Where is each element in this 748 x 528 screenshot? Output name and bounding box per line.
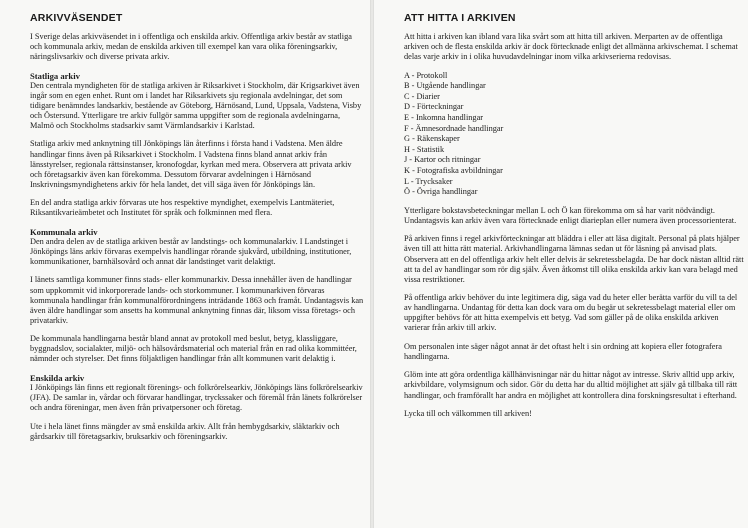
statliga-paragraph-2: Statliga arkiv med anknytning till Jönköpings län återfinns i första hand i Vadstena. Men äldre handlingar finns även på Riksarkivet i Stockholm. I Vadstena finns bland annat arkiv från länsstyrelser, regionala rättsinstanser, kronofogdar, kyrkan med mera. Observera att privata arkiv och företagsarkiv även kan förekomma. Dessutom förvarar avdelningen i Härnösand Inskrivningsmyndighetens arkiv för hela landet, det vill säga även för Jönköpings län.	[30, 139, 352, 189]
closing-line: Lycka till och välkommen till arkiven!	[404, 409, 532, 419]
right-page	[374, 0, 748, 528]
list-item: K - Fotografiska avbildningar	[404, 166, 503, 176]
statliga-heading: Statliga arkiv	[30, 70, 80, 81]
list-item: F - Ämnesordnade handlingar	[404, 123, 504, 133]
right-paragraph-4: Om personalen inte säger något annat är det oftast helt i sin ordning att kopiera eller fotografera handlingarna.	[404, 341, 722, 361]
right-paragraph-5: Glöm inte att göra ordentliga källhänvisningar när du hittar något av intresse. Skriv alltid upp arkiv, arkivbildare, volymsignum och sidor. Gör du detta har du alltid möjlighet att själv gå tillbaka till rätt handlingar, och framförallt har andra en möjlighet att kontrollera dina forskningsresultat i efterhand.	[404, 370, 738, 400]
right-column	[404, 10, 744, 419]
list-item: J - Kartor och ritningar	[404, 155, 481, 165]
statliga-paragraph-1: Den centrala myndigheten för de statliga arkiven är Riksarkivet i Stockholm, där Krigsarkivet även ingår som en egen enhet. Runt om i landet har Riksarkivets sju regionala avdelningar, det som tidigare benämndes landsarkiv, bestående av Göteborg, Härnösand, Lund, Uppsala, Vadstena, Visby och Östersund. Ytterligare tre arkiv fullgör samma uppgifter som de regionala avdelningarna, Malmö och Stockholms stadsarkiv samt Värmlandsarkiv i Karlstad.	[30, 80, 362, 130]
right-paragraph-2: På arkiven finns i regel arkivförteckningar att bläddra i eller att läsa digitalt. Personal på plats hjälper även till att hitta rätt material. Arkivhandlingarna lämnas sedan ut för läsning på anvisad plats. Observera att en del offentliga arkiv helt eller delvis är sekretessbelagda. De har dock nästan alltid rätt att ta del av handlingar som rör dig själv. Även åtkomst till olika enskilda arkiv kan vara belagd med vissa restriktioner.	[404, 234, 744, 284]
left-page-title: ARKIVVÄSENDET	[30, 12, 123, 24]
enskilda-paragraph-1: I Jönköpings län finns ett regionalt förenings- och folkrörelsearkiv, Jönköpings läns folkrörelsearkiv (JFA). De samlar in, vårdar och förvarar handlingar, tryckssaker och föremål från länets folkrörelser och andra föreningar, men även från privatpersoner och företag.	[30, 382, 363, 412]
enskilda-heading: Enskilda arkiv	[30, 372, 85, 383]
statliga-paragraph-3: En del andra statliga arkiv förvaras ute hos respektive myndighet, exempelvis Lantmäteriet, Riksantikvarieämbetet och Institutet för språk och folkminnen med flera.	[30, 198, 335, 218]
list-item: H - Statistik	[404, 144, 445, 154]
list-item: B - Utgående handlingar	[404, 81, 486, 91]
kommunala-paragraph-2: I länets samtliga kommuner finns stads- eller kommunarkiv. Dessa innehåller även de handlingar som uppkommit vid inkorporerade lands- och storkommuner. I kommunarkiven förvaras kommunala handlingar från kommunalförordningens inträdande 1863 och framåt. Undantagsvis kan även äldre handlingar som ansetts ha kommunal anknytning finnas där, liksom vissa företags- och privatarkiv.	[30, 275, 364, 325]
right-paragraph-3: På offentliga arkiv behöver du inte legitimera dig, säga vad du heter eller berätta varför du vill ta del av handlingarna. Undantag för detta kan dock vara om du begär ut sekretessbelagt material eller om uppgifter behövs för att hitta exempelvis ett betyg. Vad som gäller på de olika enskilda arkiven varierar från arkiv till arkiv.	[404, 293, 738, 333]
intro-paragraph: I Sverige delas arkivväsendet in i offentliga och enskilda arkiv. Offentliga arkiv består av statliga och kommunala arkiv, medan de enskilda arkiven till exempel kan vara olika föreningsarkiv, näringslivsarkiv och diverse privata arkiv.	[30, 32, 352, 62]
right-page-title: ATT HITTA I ARKIVEN	[404, 12, 516, 24]
right-paragraph-1: Ytterligare bokstavsbeteckningar mellan L och Ö kan förekomma om så har varit nödvändigt. Undantagsvis kan arkiv även vara förtecknade enligt diarieplan eller numera även processorienterat.	[404, 205, 737, 225]
list-item: E - Inkomna handlingar	[404, 113, 484, 123]
list-item: G - Räkenskaper	[404, 134, 460, 144]
left-column	[30, 10, 365, 442]
kommunala-paragraph-1: Den andra delen av de statliga arkiven består av landstings- och kommunalarkiv. I Landstinget i Jönköpings läns arkiv förvaras exempelvis handlingar rörande sjukvård, utbildning, institutioner, kommunikationer, barnhälsovård och annat där landstinget varit delaktigt.	[30, 236, 352, 266]
archive-schema-list	[404, 71, 744, 198]
list-item: A - Protokoll	[404, 70, 448, 80]
left-page	[0, 0, 370, 528]
list-item: L - Trycksaker	[404, 176, 453, 186]
list-item: C - Diarier	[404, 91, 440, 101]
list-item: D - Förteckningar	[404, 102, 464, 112]
kommunala-paragraph-3: De kommunala handlingarna består bland annat av protokoll med beslut, betyg, klassliggare, byggnadslov, socialakter, miljö- och hälsovårdsmaterial och material från en rad olika kommittéer, nämnder och styrelser. Det finns följaktligen handlingar från allt kommunen varit delaktig i.	[30, 334, 357, 364]
enskilda-paragraph-2: Ute i hela länet finns mängder av små enskilda arkiv. Allt från hembygdsarkiv, släktarkiv och gårdsarkiv till företagsarkiv, bruksarkiv och föreningsarkiv.	[30, 421, 340, 441]
right-intro-paragraph: Att hitta i arkiven kan ibland vara lika svårt som att hitta till arkiven. Merparten av de offentliga arkiven och de flesta enskilda arkiv är dock förtecknade enligt det allmänna arkivschemat. I schemat delas varje arkiv in i olika huvudavdelningar inom vilka arkivserierna redovisas.	[404, 32, 738, 62]
kommunala-heading: Kommunala arkiv	[30, 226, 98, 237]
list-item: Ö - Övriga handlingar	[404, 187, 478, 197]
